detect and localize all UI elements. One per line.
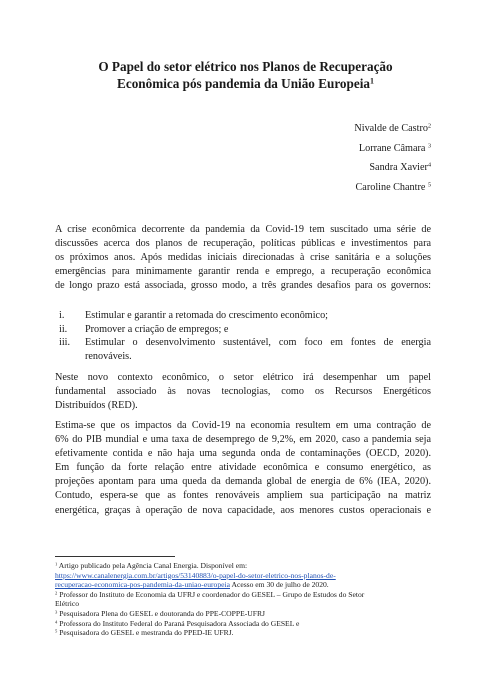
author-name: Nivalde de Castro: [354, 123, 428, 134]
text-line: Contudo, espera-se que as fontes renováveis ampliem sua participação na matriz: [55, 490, 431, 502]
author-list: [354, 119, 431, 197]
text-line: Em função da forte relação entre atividade econômica e consumo energético, as: [55, 462, 431, 474]
author: [354, 119, 431, 139]
footnote-3: [55, 609, 435, 619]
article-title: [40, 58, 451, 92]
title-line-2: [40, 75, 451, 92]
footnote-access-date: Acesso em 30 de julho de 2020.: [229, 580, 329, 590]
footnote-number: 3: [55, 609, 58, 615]
source-link[interactable]: https://www.canalenergia.com.br/artigos/53140883/o-papel-do-setor-eletrico-nos-planos-de-: [55, 570, 336, 580]
title-line-2-text: Econômica pós pandemia da União Europeia: [117, 76, 370, 91]
list-item-text: Estimular e garantir a retomada do crescimento econômico;: [85, 310, 328, 321]
text-line: energética, graças à operação de nova capacidade, aos menores custos operacionais e: [55, 504, 431, 516]
text-line: os próximos anos. Após medidas iniciais direcionadas à crise sanitária e a soluções: [55, 252, 431, 264]
author-footnote-ref[interactable]: 5: [427, 182, 431, 189]
footnote-5: [55, 628, 435, 638]
text-line: Distribuídos (RED).: [55, 400, 138, 412]
footnote-4: [55, 619, 435, 629]
text-line: projeções apontam para uma queda da demanda global de energia de 6% (IEA, 2020).: [55, 476, 431, 488]
footnote-2-cont: [55, 599, 435, 609]
author-footnote-ref[interactable]: 4: [427, 162, 431, 169]
footnote-number: 5: [55, 628, 58, 634]
list-item: [55, 309, 431, 323]
footnote-text: Artigo publicado pela Agência Canal Energia. Disponível em:: [58, 561, 248, 570]
author-footnote-ref[interactable]: 3: [427, 143, 431, 150]
paragraph-context: [55, 371, 431, 413]
list-item: [55, 336, 431, 363]
author-name: Lorrane Câmara: [358, 142, 426, 154]
text-line: A crise econômica decorrente da pandemia da Covid-19 tem suscitado uma série de: [55, 224, 431, 235]
footnote-text: Professor do Instituto de Economia da UFRJ e coordenador do GESEL – Grupo de Estudos do Setor: [59, 589, 365, 599]
list-item-number: ii.: [59, 323, 68, 335]
list-item-text: Promover a criação de empregos; e: [85, 323, 229, 335]
text-line: Neste novo contexto econômico, o setor elétrico irá desempenhar um papel: [55, 372, 431, 383]
footnote-text: Professora do Instituto Federal do Paraná Pesquisadora Associada do GESEL e: [59, 618, 300, 628]
text-line: efetivamente contida e não haja uma segunda onda de contaminações (OECD, 2020).: [55, 448, 431, 460]
text-line: 6% do PIB mundial e uma taxa de desemprego de 9,2%, em 2020, caso a pandemia seja: [55, 434, 431, 446]
author: [354, 178, 431, 198]
footnote-number: 2: [55, 590, 58, 596]
title-footnote-ref[interactable]: 1: [369, 76, 374, 86]
text-line: Estima-se que os impactos da Covid-19 na economia resultem em uma contração de: [55, 420, 431, 431]
footnote-1-link-line: [55, 571, 435, 581]
list-item-text: renováveis.: [85, 350, 132, 362]
footnote-1-link-line: [55, 580, 435, 590]
paragraph-intro: [55, 223, 431, 293]
author-name: Sandra Xavier: [369, 162, 428, 174]
author: [354, 139, 431, 159]
title-line-1: O Papel do setor elétrico nos Planos de Recuperação: [98, 59, 393, 74]
text-line: emergências para minimamente garantir renda e emprego, a recuperação econômica: [55, 266, 431, 278]
author-name: Caroline Chantre: [355, 181, 426, 193]
footnote-2: [55, 590, 435, 600]
list-item-text: Estimular o desenvolvimento sustentável, com foco em fontes de energia: [85, 337, 431, 349]
text-line: fundamental associado às novas tecnologias, como os Recursos Energéticos: [55, 386, 431, 398]
author: [354, 158, 431, 178]
text-line: de longo prazo está associada, grosso modo, a três grandes desafios para os governos:: [55, 280, 431, 292]
footnote-separator: [55, 556, 175, 557]
footnote-number: 1: [55, 561, 58, 567]
footnote-text: Pesquisadora Plena do GESEL e doutoranda do PPE-COPPE-UFRJ: [59, 608, 265, 618]
footnote-text: Pesquisadora do GESEL e mestranda do PPED-IE UFRJ.: [59, 628, 234, 638]
footnote-text: Elétrico: [55, 599, 80, 609]
list-item: [55, 323, 431, 337]
challenges-list: [55, 309, 431, 363]
author-footnote-ref[interactable]: 2: [427, 123, 431, 130]
paragraph-impacts: [55, 419, 431, 518]
text-line: discussões acerca dos planos de recuperação, políticas públicas e investimentos para: [55, 238, 431, 250]
list-item-number: i.: [59, 310, 65, 321]
list-item-number: iii.: [59, 337, 71, 349]
footnotes: [55, 561, 435, 638]
source-link[interactable]: recuperacao-economica-pos-pandemia-da-uniao-europeia: [55, 580, 230, 590]
footnote-number: 4: [55, 619, 58, 625]
footnote-1: [55, 561, 435, 571]
